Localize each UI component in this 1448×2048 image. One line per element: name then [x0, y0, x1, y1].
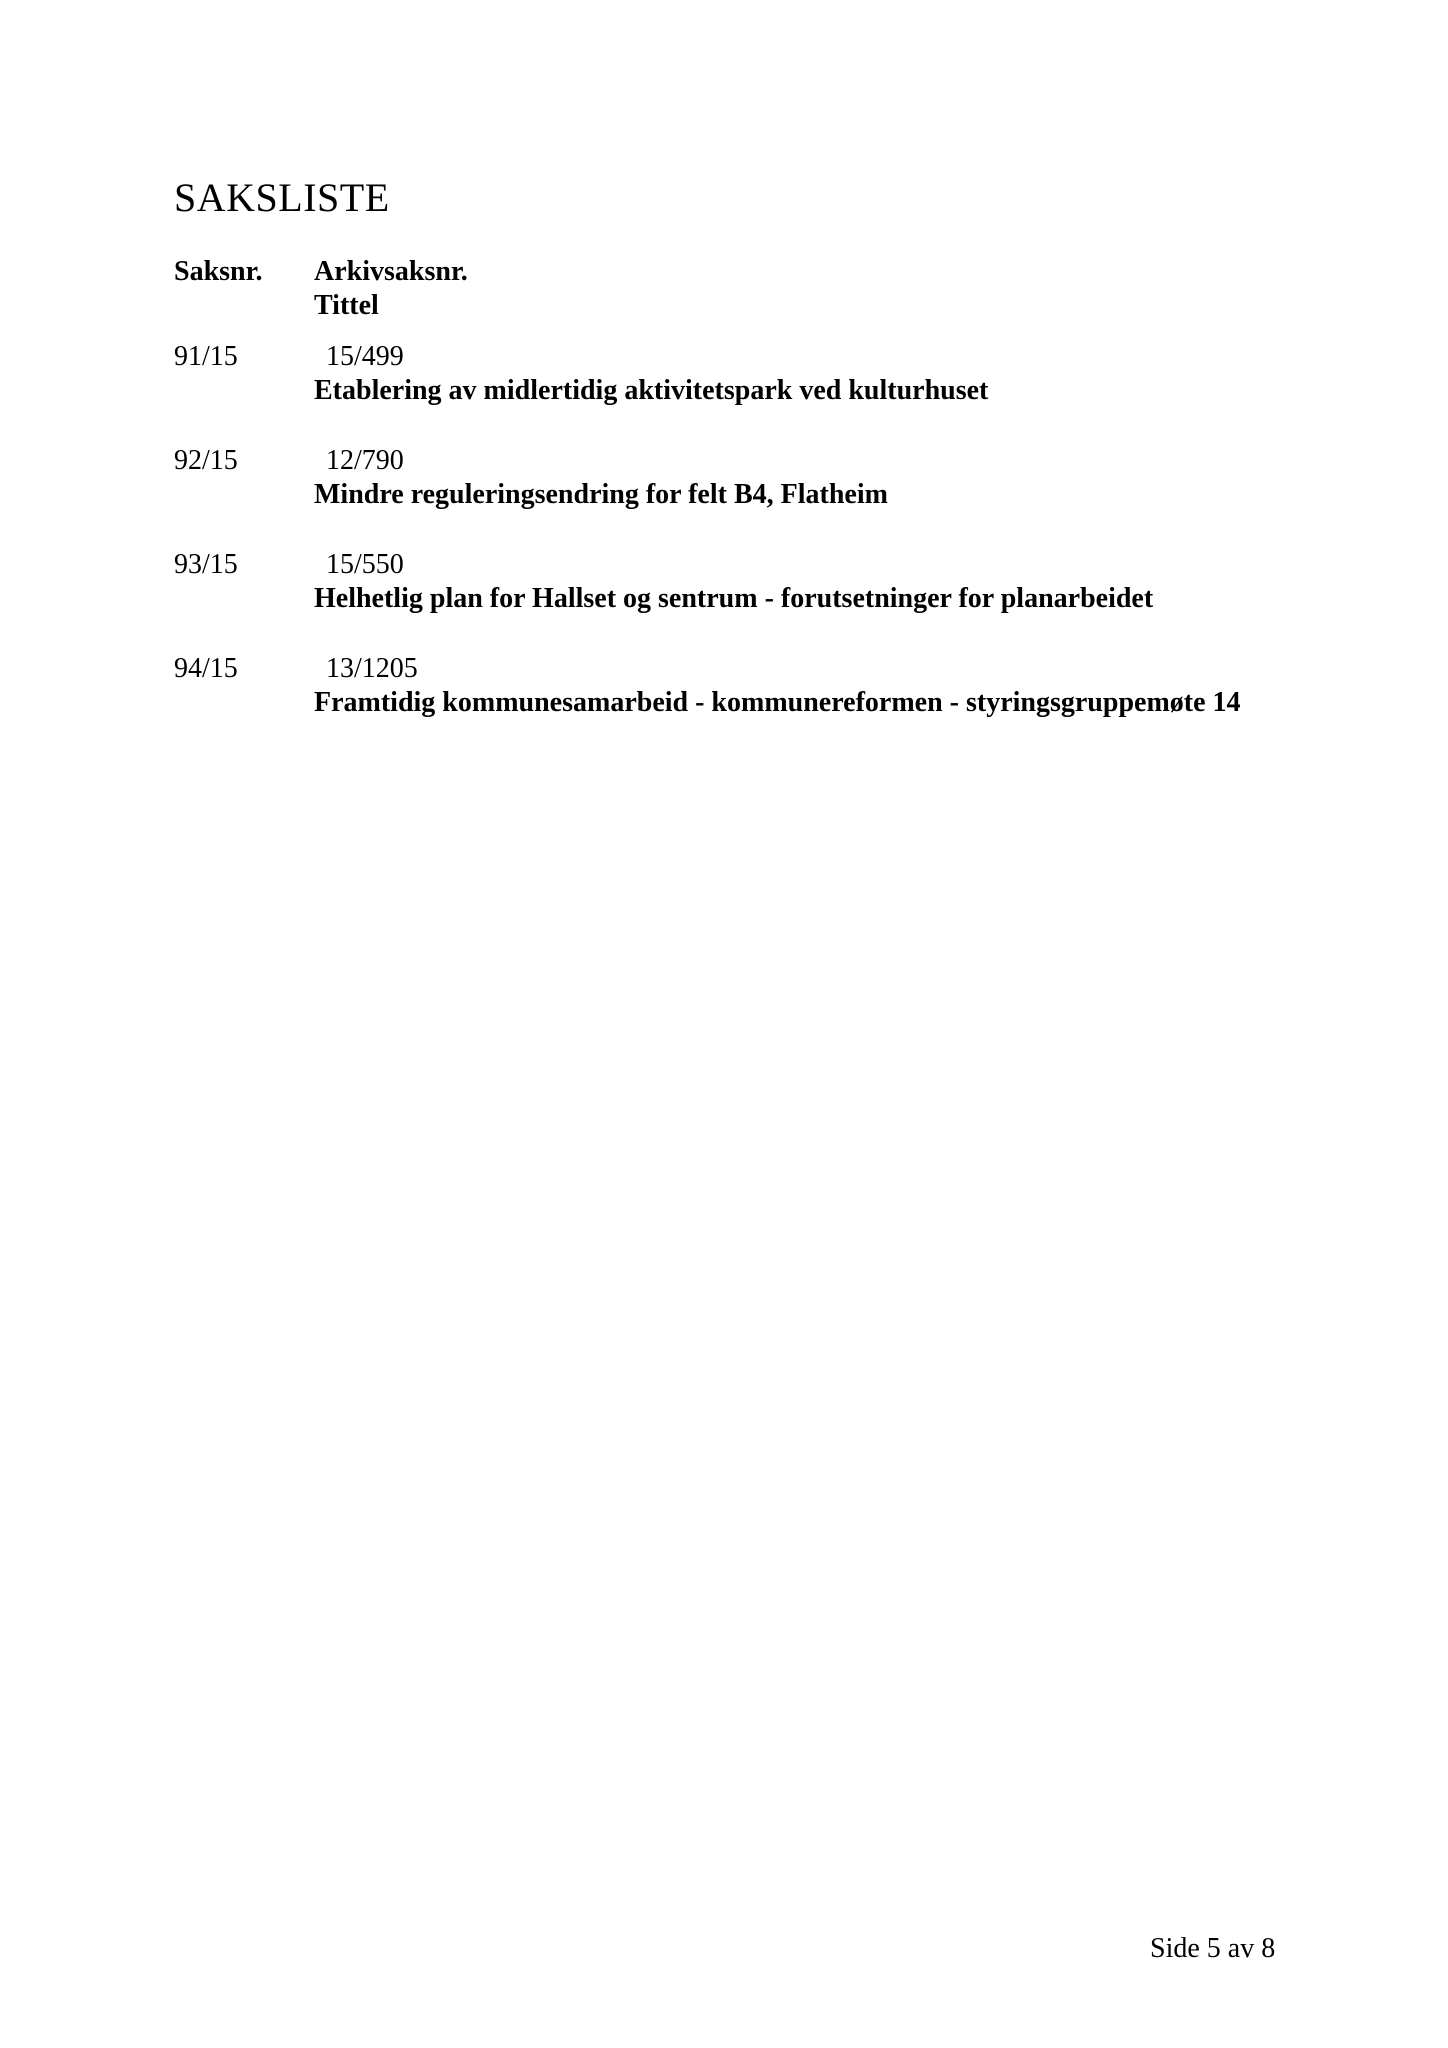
case-saksnr: 92/15	[174, 445, 238, 476]
column-header-saksnr: Saksnr.	[174, 256, 263, 287]
case-arkivsaksnr: 13/1205	[326, 653, 418, 684]
case-saksnr: 91/15	[174, 341, 238, 372]
case-title: Framtidig kommunesamarbeid - kommunereformen - styringsgruppemøte 14	[314, 687, 1241, 718]
case-arkivsaksnr: 15/550	[326, 549, 404, 580]
case-saksnr: 94/15	[174, 653, 238, 684]
case-title: Etablering av midlertidig aktivitetspark ved kulturhuset	[314, 375, 989, 406]
column-header-arkivsaksnr: Arkivsaksnr.	[314, 256, 468, 287]
case-list	[174, 340, 1324, 756]
column-header-tittel: Tittel	[314, 290, 379, 321]
case-item	[174, 548, 1324, 652]
case-title: Mindre reguleringsendring for felt B4, Flatheim	[314, 479, 888, 510]
case-item	[174, 340, 1324, 444]
case-saksnr: 93/15	[174, 549, 238, 580]
case-arkivsaksnr: 12/790	[326, 445, 404, 476]
page-title: SAKSLISTE	[174, 175, 390, 220]
page-number: Side 5 av 8	[1150, 1933, 1276, 1964]
case-item	[174, 652, 1324, 756]
case-item	[174, 444, 1324, 548]
case-arkivsaksnr: 15/499	[326, 341, 404, 372]
case-title: Helhetlig plan for Hallset og sentrum - forutsetninger for planarbeidet	[314, 583, 1154, 614]
